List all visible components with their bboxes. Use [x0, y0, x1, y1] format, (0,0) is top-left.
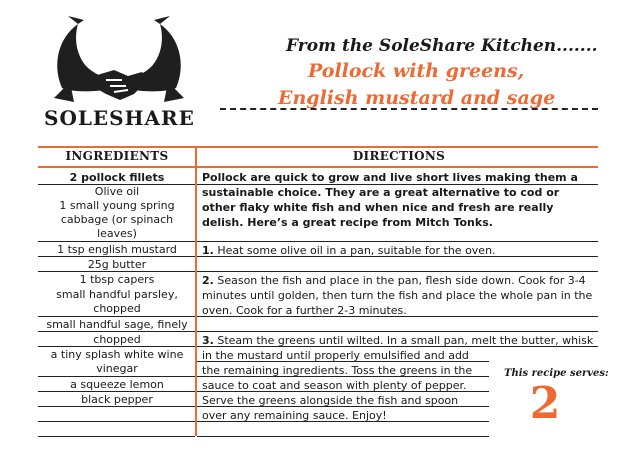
step-text: oven. Cook for a further 2-3 minutes. [202, 304, 407, 317]
ingredient-item: small handful sage, finely [46, 318, 188, 331]
row-rule [38, 436, 195, 437]
title-divider [220, 108, 598, 110]
ingredient-item: 1 small young spring [59, 199, 175, 212]
row-rule [197, 436, 489, 437]
row-rule [197, 241, 598, 242]
brand-name: SOLESHARE [44, 106, 195, 130]
direction-step-1 [202, 243, 496, 258]
ingredient-item: black pepper [81, 393, 153, 406]
step-number: 2. [202, 274, 214, 287]
serves-label: This recipe serves: [504, 368, 609, 379]
step-number: 1. [202, 244, 214, 257]
ingredient-item: a squeeze lemon [70, 378, 164, 391]
table-top-rule [38, 146, 598, 148]
ingredients-header: INGREDIENTS [65, 149, 169, 163]
step-text: sauce to coat and season with plenty of pepper. [202, 379, 467, 392]
intro-line: delish. Here’s a great recipe from Mitch Tonks. [202, 216, 493, 229]
row-rule [197, 331, 598, 332]
step-text: Steam the greens until wilted. In a small pan, melt the butter, whisk [217, 334, 594, 347]
step-text: the remaining ingredients. Toss the greens in the [202, 364, 473, 377]
directions-header: DIRECTIONS [352, 149, 446, 163]
ingredient-item: 1 tsp english mustard [57, 243, 177, 256]
direction-step-3 [202, 333, 593, 348]
ingredient-item: a tiny splash white wine [50, 348, 184, 361]
ingredient-item: vinegar [96, 362, 138, 375]
recipe-title-line-2: English mustard and sage [278, 87, 556, 109]
column-divider [195, 146, 197, 436]
step-number: 3. [202, 334, 214, 347]
ingredient-item: 25g butter [87, 258, 147, 271]
step-text: over any remaining sauce. Enjoy! [202, 409, 387, 422]
step-text: in the mustard until properly emulsified and add [202, 349, 469, 362]
ingredient-item: cabbage (or spinach [60, 213, 174, 226]
header-bottom-rule [38, 166, 598, 168]
ingredient-item: leaves) [97, 227, 137, 240]
ingredient-item: chopped [93, 302, 141, 315]
ingredient-item: chopped [93, 333, 141, 346]
intro-line: other flaky white fish and when nice and fresh are really [202, 201, 554, 214]
row-rule [38, 421, 195, 422]
step-text: minutes until golden, then turn the fish and place the whole pan in the [202, 289, 593, 302]
kitchen-heading: From the SoleShare Kitchen....... [286, 36, 598, 56]
step-text: Serve the greens alongside the fish and spoon [202, 394, 459, 407]
step-text: Heat some olive oil in a pan, suitable for the oven. [217, 244, 496, 257]
ingredient-item: 1 tbsp capers [79, 273, 155, 286]
step-text: Season the fish and place in the pan, flesh side down. Cook for 3-4 [217, 274, 586, 287]
direction-step-2 [202, 273, 586, 288]
recipe-title-line-1: Pollock with greens, [308, 60, 525, 82]
intro-line: Pollock are quick to grow and live short lives making them a [202, 171, 578, 184]
intro-line: sustainable choice. They are a great alternative to cod or [202, 186, 560, 199]
row-rule [197, 271, 598, 272]
ingredient-item: Olive oil [94, 185, 140, 198]
serves-count: 2 [529, 378, 561, 429]
ingredient-item: 2 pollock fillets [69, 171, 165, 184]
ingredient-item: small handful parsley, [56, 288, 178, 301]
